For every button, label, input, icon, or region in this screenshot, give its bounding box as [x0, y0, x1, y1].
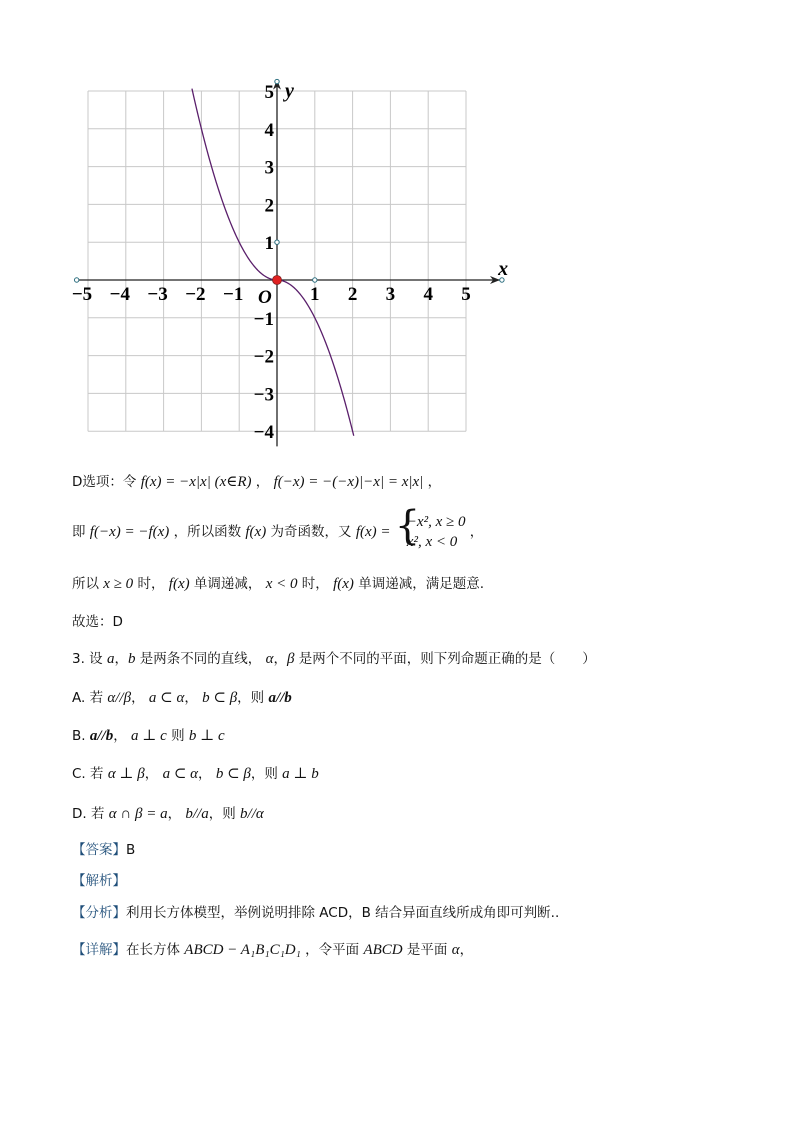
y-tick-label: 5: [264, 82, 274, 103]
var-alpha: α: [265, 651, 274, 667]
axes: [71, 79, 504, 446]
x-tick-label: 1: [310, 284, 320, 305]
text: A. 若: [72, 690, 104, 706]
option-d: [72, 802, 264, 823]
text: ，: [459, 942, 474, 958]
text: 时，: [137, 576, 165, 592]
text: 即: [72, 524, 86, 540]
text: ，: [198, 766, 212, 782]
condition-1: x ≥ 0: [103, 576, 134, 592]
condition-2: x < 0: [265, 576, 298, 592]
text: ，则: [208, 806, 236, 822]
text: ，: [273, 651, 287, 667]
axis-marker: [275, 79, 279, 83]
text: ，: [114, 651, 128, 667]
function-graph: [60, 60, 520, 455]
origin-point: [273, 276, 282, 285]
x-tick-label: −5: [71, 284, 93, 305]
y-tick-label: 2: [264, 195, 274, 217]
text: D. 若: [72, 806, 105, 822]
fx: f(x): [245, 524, 267, 540]
text: 单调递减，: [193, 576, 262, 592]
answer-value: B: [126, 842, 136, 858]
x-tick-label: −2: [185, 284, 206, 305]
cond: a ⊂ α: [162, 766, 199, 782]
piecewise-cases: [394, 503, 466, 552]
cond: b ⊂ β: [202, 690, 238, 706]
x-tick-label: 3: [385, 284, 396, 305]
fenxi-tag: 【分析】: [72, 905, 126, 921]
text: 是两条不同的直线，: [139, 651, 262, 667]
fx: f(x): [168, 576, 190, 592]
y-tick-label: 4: [264, 119, 274, 141]
result: b//α: [240, 806, 264, 822]
result: a//b: [268, 690, 292, 706]
text: C. 若: [72, 766, 104, 782]
text: 时，: [301, 576, 329, 592]
option-c: [72, 762, 319, 783]
text: ，: [469, 524, 484, 540]
y-tick-label: 3: [264, 157, 274, 179]
brace: {: [394, 503, 421, 549]
x-axis-label: x: [498, 258, 509, 280]
text: 3. 设: [72, 651, 103, 667]
odd-function-line: [72, 503, 484, 552]
text: 在长方体: [126, 942, 180, 958]
text: ，: [427, 474, 442, 490]
text: 是两个不同的平面，则下列命题正确的是（ ）: [298, 651, 596, 667]
origin-label: O: [258, 287, 272, 308]
text: ，: [144, 766, 159, 782]
text: ，令平面: [305, 942, 360, 958]
result: b ⊥ c: [188, 728, 225, 744]
xiangjie-line: [72, 938, 473, 959]
xiangjie-tag: 【详解】: [72, 942, 126, 958]
x-tick-label: 4: [423, 284, 433, 305]
x-tick-label: −4: [109, 284, 130, 305]
result: a ⊥ b: [282, 766, 319, 782]
text: D选项：令: [72, 474, 137, 490]
axis-marker: [275, 240, 279, 244]
text: ，: [113, 728, 127, 744]
x-tick-label: −1: [223, 284, 244, 305]
option-a: [72, 686, 292, 707]
var-alpha: α: [451, 942, 460, 958]
y-tick-label: −3: [253, 384, 274, 406]
y-tick-label: −4: [253, 422, 274, 444]
var-b: b: [127, 651, 136, 667]
y-axis-label: y: [285, 80, 294, 102]
monotonic-line: [72, 572, 484, 593]
f-neg-expression: f(−x) = −(−x)|−x| = x|x|: [273, 474, 424, 490]
text: ，: [131, 690, 145, 706]
cond: α ∩ β = a: [108, 806, 168, 822]
text: 所以: [72, 576, 99, 592]
analysis-tag-text: 【解析】: [72, 873, 126, 889]
option-b: [72, 724, 225, 745]
axis-marker: [313, 278, 317, 282]
text: ，: [184, 690, 198, 706]
text: ，则: [237, 690, 265, 706]
plane-name: ABCD: [363, 942, 403, 958]
solution-d-line: [72, 470, 441, 491]
cond: b ⊂ β: [215, 766, 251, 782]
text: 为奇函数，又: [270, 524, 352, 540]
y-tick-label: −1: [253, 308, 274, 330]
cond: b//a: [185, 806, 209, 822]
cuboid-name: ABCD − A₁B₁C₁D₁: [184, 942, 301, 958]
cond: α//β: [107, 690, 132, 706]
cond: a ⊥ c: [131, 728, 167, 744]
text: ，则: [250, 766, 278, 782]
case-2: x², x < 0: [406, 534, 458, 550]
var-a: a: [106, 651, 115, 667]
answer-line: [72, 838, 135, 858]
text: ，: [167, 806, 182, 822]
answer-tag: 【答案】: [72, 842, 126, 858]
text: 单调递减，满足题意.: [358, 576, 484, 592]
var-beta: β: [286, 651, 295, 667]
text: B.: [72, 728, 86, 744]
fenxi-text: 利用长方体模型，举例说明排除 ACD，B 结合异面直线所成角即可判断..: [126, 905, 560, 921]
text: 则: [171, 728, 185, 744]
odd-equation: f(−x) = −f(x): [89, 524, 170, 540]
y-tick-label: 1: [264, 233, 274, 255]
x-tick-label: 5: [461, 284, 471, 305]
fenxi-line: [72, 901, 559, 921]
axis-marker: [74, 278, 78, 282]
previous-answer: 故选：D: [72, 614, 123, 630]
cond: a ⊂ α: [148, 690, 185, 706]
x-tick-label: 2: [347, 284, 358, 305]
fx-piecewise-lhs: f(x) =: [355, 524, 391, 540]
fx: f(x): [333, 576, 354, 592]
text: ，: [255, 474, 270, 490]
y-tick-label: −2: [253, 346, 274, 368]
cond: α ⊥ β: [107, 766, 145, 782]
f-definition: f(x) = −x|x| (x∈R): [140, 474, 252, 490]
case-1: −x², x ≥ 0: [406, 514, 466, 530]
question-3-stem: [72, 647, 596, 668]
text: ，所以函数: [173, 524, 242, 540]
cond: a//b: [89, 728, 114, 744]
tick-labels: [72, 82, 471, 443]
analysis-tag: [72, 869, 126, 889]
x-tick-label: −3: [147, 284, 168, 305]
text: 是平面: [406, 942, 448, 958]
